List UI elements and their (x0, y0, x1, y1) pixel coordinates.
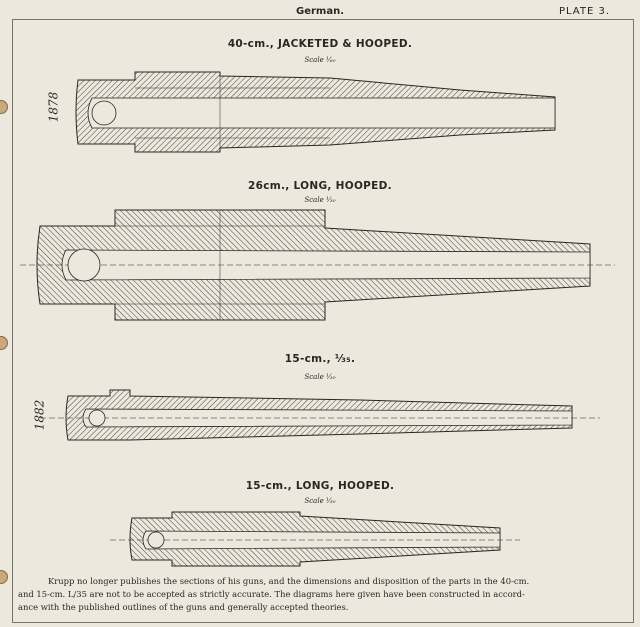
caption-line: ance with the published outlines of the guns and generally accepted theories. (18, 602, 349, 612)
diagram-title-15cm-long: 15-cm., LONG, HOOPED. (245, 480, 395, 492)
plate-number: PLATE 3. (558, 6, 610, 17)
year-label-1882: 1882 (32, 399, 47, 431)
diagram-scale-15cm-long: Scale ¹⁄₃₀ (304, 497, 336, 505)
header-title: German. (295, 6, 344, 17)
caption-line: Krupp no longer publishes the sections of his guns, and the dimensions and disposition of the parts in the 40-cm. (48, 576, 530, 586)
gun-section-15cm-l35 (40, 390, 600, 440)
gun-section-40cm (76, 72, 555, 152)
diagram-scale-15cm-l35: Scale ¹⁄₃₀ (304, 373, 336, 381)
caption-line: and 15-cm. L/35 are not to be accepted as strictly accurate. The diagrams here given have been constructed in accord- (18, 589, 525, 599)
diagram-title-15cm-l35: 15-cm., ⅓₅. (284, 353, 356, 365)
gun-section-26cm (20, 210, 615, 320)
diagram-title-40cm: 40-cm., JACKETED & HOOPED. (227, 38, 413, 50)
diagram-scale-40cm: Scale ¹⁄₆₀ (304, 56, 336, 64)
year-label-1878: 1878 (46, 91, 61, 123)
caption-text (18, 575, 624, 614)
diagram-scale-26cm: Scale ¹⁄₃₀ (304, 196, 336, 204)
diagram-title-26cm: 26cm., LONG, HOOPED. (248, 180, 392, 192)
gun-section-15cm-long (110, 512, 520, 566)
